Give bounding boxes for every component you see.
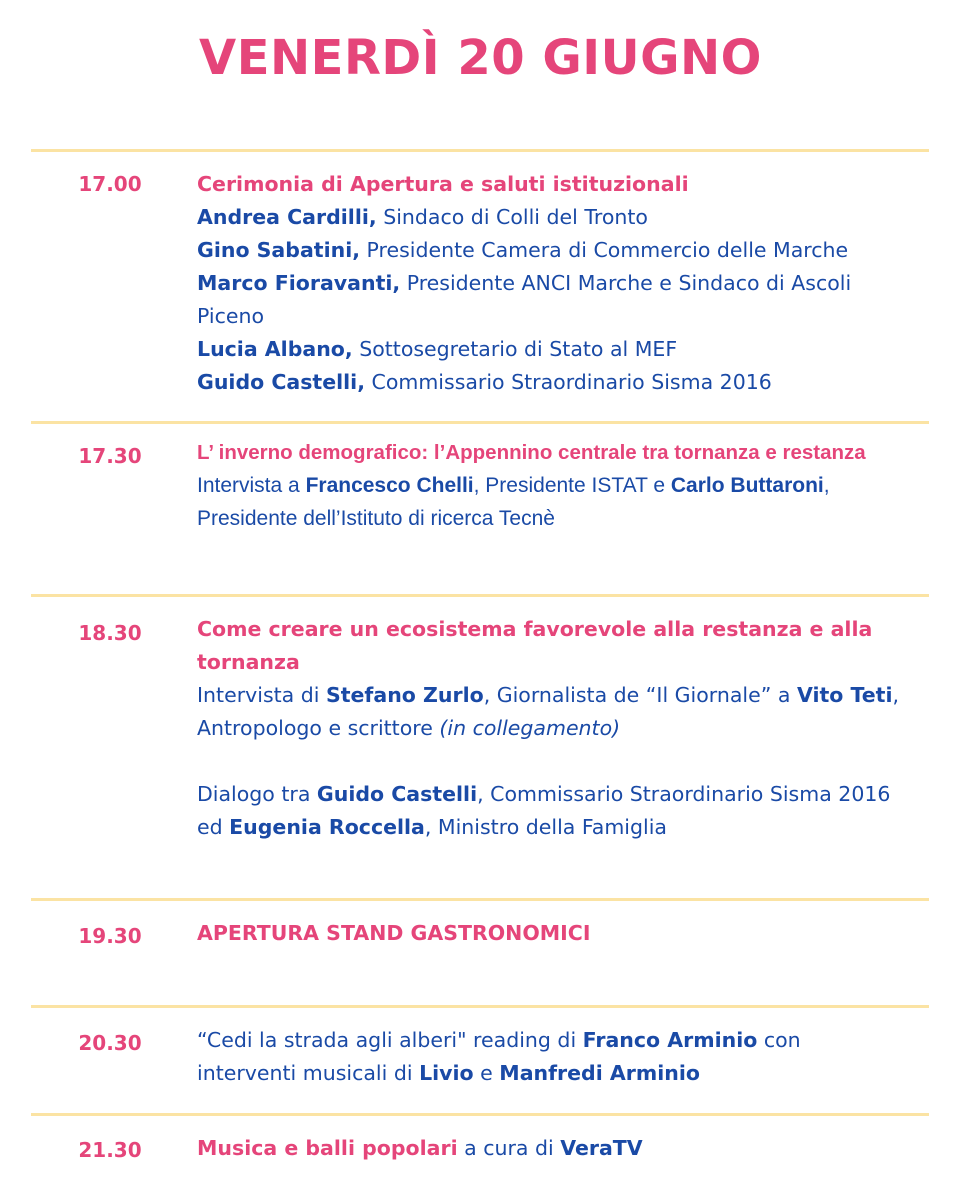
event-content <box>197 1024 902 1090</box>
event-content <box>197 613 902 844</box>
speaker-name: Gino Sabatini, <box>197 238 361 262</box>
text-italic: (in collegamento) <box>439 716 621 740</box>
speaker-name: Guido Castelli, <box>197 370 365 394</box>
speaker-name: Lucia Albano, <box>197 337 353 361</box>
text-segment: con interventi musicali di <box>197 1028 801 1085</box>
text-segment: , Giornalista de “Il Giornale” a <box>483 683 797 707</box>
event-time: 20.30 <box>78 1031 142 1055</box>
divider <box>31 1113 929 1116</box>
text-segment: , Commissario Straordinario Sisma 2016 ed <box>197 782 891 839</box>
speaker-role: Sottosegretario di Stato al MEF <box>352 337 678 361</box>
event-time: 17.00 <box>78 172 142 196</box>
organizer-name: VeraTV <box>560 1136 643 1160</box>
event-time: 21.30 <box>78 1138 142 1162</box>
event-description <box>197 1024 902 1090</box>
speaker-name: Manfredi Arminio <box>499 1061 700 1085</box>
speaker-role: Presidente ANCI Marche e Sindaco di Ascoli Piceno <box>197 271 852 328</box>
text-segment: e <box>473 1061 500 1085</box>
page-title: VENERDÌ 20 GIUGNO <box>199 30 762 86</box>
speaker-line <box>197 234 902 267</box>
event-time: 18.30 <box>78 621 142 645</box>
event-time: 17.30 <box>78 444 142 468</box>
event-time: 19.30 <box>78 924 142 948</box>
text-segment: a cura di <box>457 1136 561 1160</box>
text-segment: Dialogo tra <box>197 782 317 806</box>
speaker-name: Franco Arminio <box>582 1028 758 1052</box>
text-segment: , Ministro della Famiglia <box>424 815 667 839</box>
event-description <box>197 679 902 745</box>
event-content <box>197 917 902 950</box>
speaker-name: Andrea Cardilli, <box>197 205 377 229</box>
event-content <box>197 168 902 399</box>
text-segment: “Cedi la strada agli alberi" reading di <box>197 1028 583 1052</box>
text-segment: , Presidente dell’Istituto di ricerca Tecnè <box>197 474 830 530</box>
event-content <box>197 436 902 535</box>
speaker-line <box>197 366 902 399</box>
speaker-name: Livio <box>419 1061 474 1085</box>
event-description <box>197 469 902 535</box>
divider <box>31 594 929 597</box>
speaker-role: Presidente Camera di Commercio delle Marche <box>360 238 849 262</box>
event-description <box>197 778 902 844</box>
text-segment: Intervista a <box>197 474 306 497</box>
divider <box>31 421 929 424</box>
speaker-role: Commissario Straordinario Sisma 2016 <box>365 370 772 394</box>
event-description <box>197 1132 902 1165</box>
event-title: Cerimonia di Apertura e saluti istituzionali <box>197 172 689 196</box>
event-title: L’ inverno demografico: l’Appennino centrale tra tornanza e restanza <box>197 441 866 464</box>
text-segment: , Antropologo e scrittore <box>197 683 900 740</box>
divider <box>31 1005 929 1008</box>
speaker-line <box>197 201 902 234</box>
speaker-name: Guido Castelli <box>316 782 478 806</box>
divider <box>31 149 929 152</box>
event-content <box>197 1132 902 1165</box>
speaker-line <box>197 333 902 366</box>
speaker-name: Stefano Zurlo <box>325 683 484 707</box>
text-segment: Intervista di <box>197 683 326 707</box>
text-segment: , Presidente ISTAT e <box>473 474 671 497</box>
speaker-line <box>197 267 902 333</box>
speaker-name: Carlo Buttaroni <box>670 474 824 497</box>
speaker-role: Sindaco di Colli del Tronto <box>376 205 648 229</box>
divider <box>31 898 929 901</box>
event-title: Come creare un ecosistema favorevole alla restanza e alla tornanza <box>197 617 873 674</box>
speaker-name: Francesco Chelli <box>305 474 474 497</box>
speaker-name: Vito Teti <box>796 683 893 707</box>
event-title: Musica e balli popolari <box>197 1136 458 1160</box>
speaker-name: Marco Fioravanti, <box>197 271 401 295</box>
event-title: APERTURA STAND GASTRONOMICI <box>197 921 591 945</box>
speaker-name: Eugenia Roccella <box>229 815 425 839</box>
